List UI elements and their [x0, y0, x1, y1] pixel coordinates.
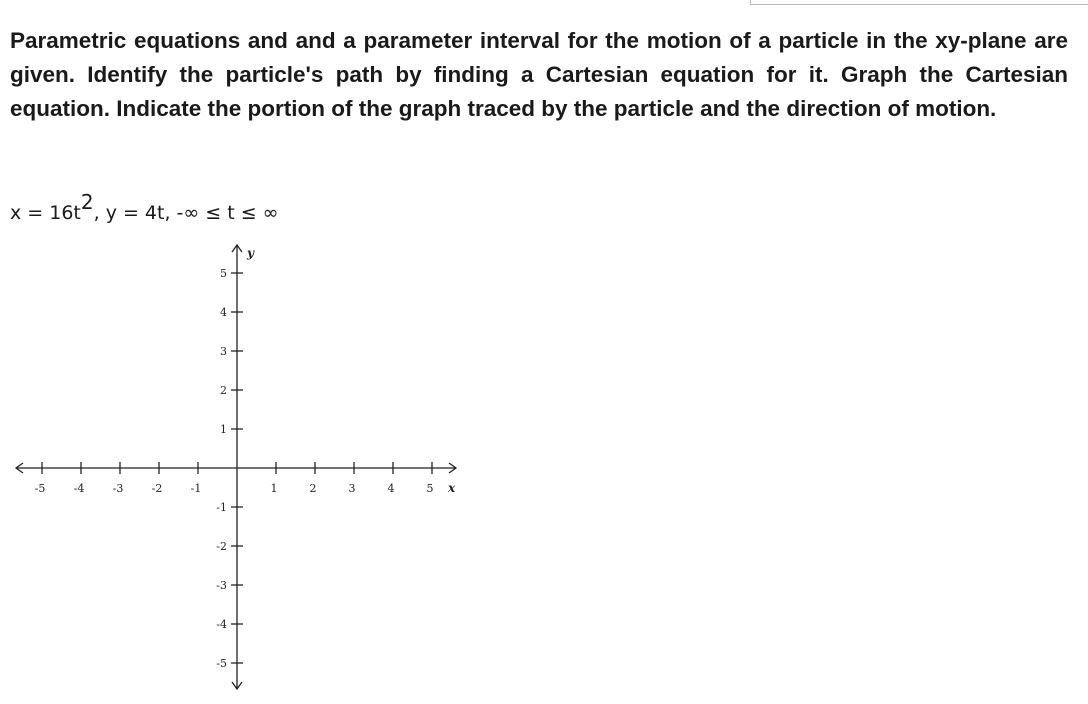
y-axis-label: y — [247, 246, 254, 260]
x-tick-label: -4 — [73, 482, 85, 495]
y-tick-label: -4 — [216, 618, 227, 631]
y-tick-label: -1 — [216, 501, 227, 514]
equation-x-part: x = 16t — [10, 202, 81, 224]
x-tick-label: 1 — [270, 482, 278, 495]
x-tick-label: -2 — [151, 482, 163, 495]
y-tick-label: -3 — [216, 579, 227, 592]
equation-exponent: 2 — [80, 189, 94, 214]
parametric-equation — [10, 189, 279, 230]
y-tick-label: 1 — [220, 423, 227, 436]
top-divider — [750, 0, 1088, 5]
y-tick-label: 3 — [220, 345, 227, 358]
y-tick-label: 4 — [220, 306, 227, 319]
equation-rest: , y = 4t, -∞ ≤ t ≤ ∞ — [93, 202, 279, 224]
y-tick-label: 5 — [220, 267, 227, 280]
y-tick-label: -2 — [216, 540, 227, 553]
x-tick-label: -5 — [34, 482, 46, 495]
x-tick-label: 2 — [309, 482, 317, 495]
y-tick-label: -5 — [216, 657, 227, 670]
x-tick-label: 4 — [387, 482, 395, 495]
x-tick-label: 3 — [348, 482, 356, 495]
x-axis-label: x — [448, 481, 456, 495]
question-text: Parametric equations and and a parameter interval for the motion of a particle in the xy-plane are given. Identify the particle's path by finding a Cartesian equation for it. Graph the Cartesian equation. Indicate the portion of the graph traced by the particle and the direction of motion. — [10, 28, 1068, 121]
x-tick-label: -3 — [112, 482, 124, 495]
y-tick-label: 2 — [220, 384, 227, 397]
coordinate-plane[interactable] — [0, 230, 480, 704]
x-tick-label: -1 — [190, 482, 202, 495]
x-tick-label: 5 — [426, 482, 434, 495]
